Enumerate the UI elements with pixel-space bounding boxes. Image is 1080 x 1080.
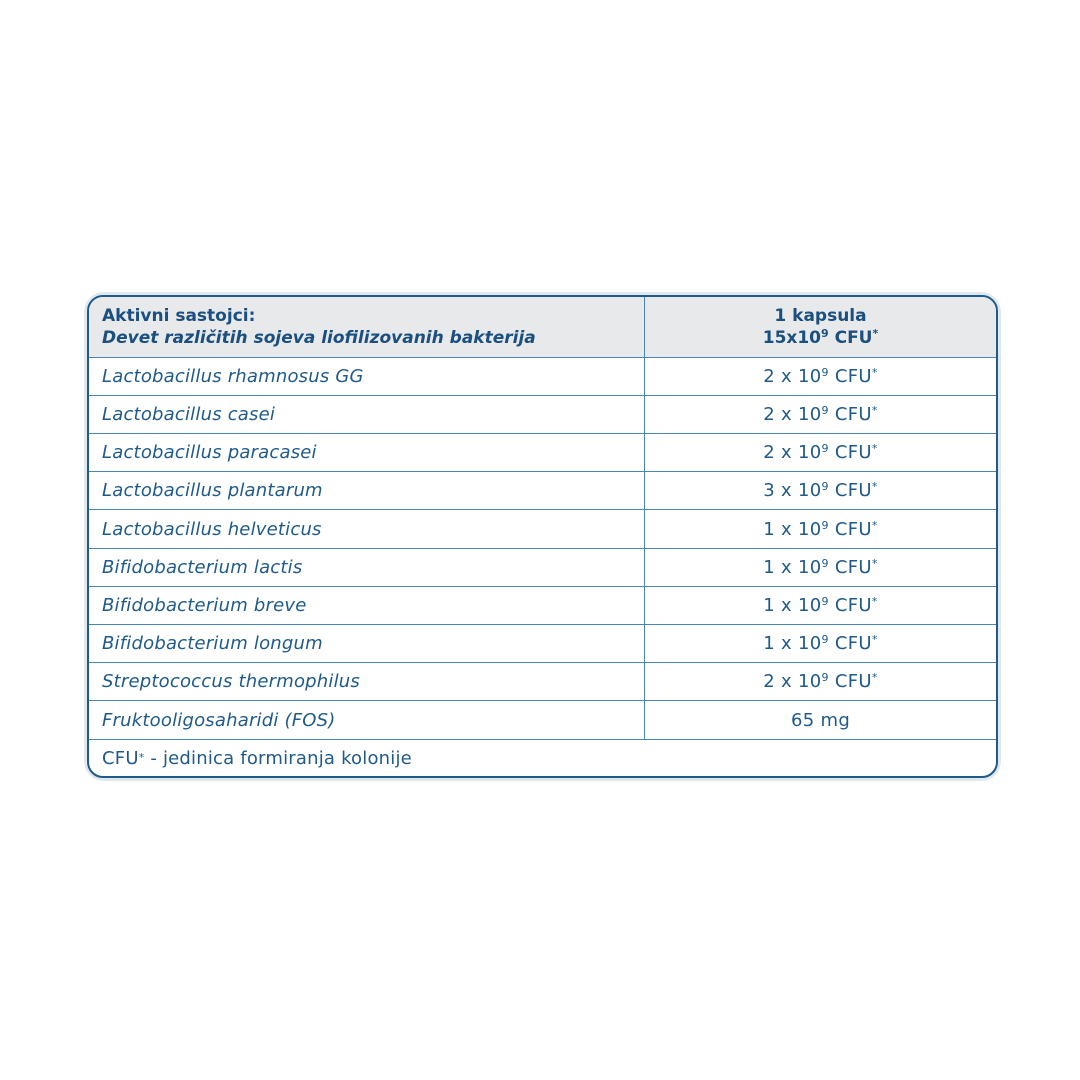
- table-row: [89, 358, 996, 396]
- amount-unit: CFU: [828, 404, 872, 425]
- amount-exponent: 9: [821, 480, 829, 493]
- amount-value: [763, 671, 877, 692]
- amount-asterisk: *: [871, 518, 878, 532]
- table-row: [89, 663, 996, 701]
- amount-asterisk: *: [871, 366, 878, 379]
- ingredient-cell: [89, 358, 645, 395]
- amount-asterisk: *: [871, 633, 878, 646]
- amount-coef: 1 x 10: [763, 557, 822, 578]
- footnote-term: CFU: [102, 747, 139, 769]
- amount-value: [763, 557, 877, 578]
- amount-coef: 1 x 10: [763, 595, 822, 616]
- amount-exponent: 9: [821, 557, 829, 570]
- amount-asterisk: *: [871, 595, 878, 608]
- dose-total-exponent: 9: [821, 327, 829, 340]
- ingredient-name: Lactobacillus rhamnosus GG: [102, 366, 364, 387]
- amount-exponent: 9: [821, 518, 829, 532]
- amount-value: [763, 480, 877, 501]
- amount-coef: 1 x 10: [763, 518, 822, 540]
- table-row: [89, 549, 996, 587]
- amount-exponent: 9: [821, 671, 829, 684]
- table-row: [89, 396, 996, 434]
- header-dose-total: [763, 327, 879, 349]
- amount-value: [763, 633, 877, 654]
- amount-coef: 3 x 10: [763, 480, 822, 501]
- amount-value: [763, 404, 877, 425]
- amount-coef: 2 x 10: [763, 671, 822, 692]
- table-row: [89, 701, 996, 740]
- table-row: [89, 510, 996, 549]
- amount-unit: CFU: [828, 518, 872, 540]
- ingredient-name: Lactobacillus plantarum: [102, 480, 323, 501]
- amount-cell: [645, 396, 996, 433]
- amount-asterisk: *: [871, 671, 878, 684]
- ingredient-cell: [89, 625, 645, 662]
- amount-unit: CFU: [828, 671, 872, 692]
- amount-cell: [645, 510, 996, 548]
- amount-cell: [645, 549, 996, 586]
- ingredient-cell: [89, 434, 645, 471]
- amount-asterisk: *: [871, 480, 878, 493]
- table-row: [89, 587, 996, 625]
- ingredient-cell: [89, 396, 645, 433]
- ingredient-name: Bifidobacterium breve: [102, 595, 307, 616]
- header-ingredients-cell: [89, 297, 645, 357]
- ingredient-name: Bifidobacterium longum: [102, 633, 323, 654]
- amount-cell: [645, 625, 996, 662]
- amount-exponent: 9: [821, 633, 829, 646]
- amount-cell: [645, 472, 996, 509]
- table-row: [89, 434, 996, 472]
- dose-total-unit: CFU: [828, 328, 873, 348]
- ingredient-cell: [89, 663, 645, 700]
- header-title: Aktivni sastojci:: [102, 306, 256, 326]
- amount-value: [763, 442, 877, 463]
- ingredient-cell: [89, 510, 645, 548]
- amount-cell: [645, 358, 996, 395]
- amount-coef: 2 x 10: [763, 404, 822, 425]
- header-subtitle: Devet različitih sojeva liofilizovanih bakterija: [102, 328, 536, 348]
- header-dose-cell: [645, 297, 996, 357]
- amount-coef: 2 x 10: [763, 442, 822, 463]
- ingredient-name: Lactobacillus paracasei: [102, 442, 317, 463]
- amount-exponent: 9: [821, 442, 829, 455]
- amount-value: [763, 595, 877, 616]
- ingredient-name: Bifidobacterium lactis: [102, 557, 303, 578]
- table-footnote: CFU * - jedinica formiranja kolonije: [102, 747, 412, 769]
- amount-unit: CFU: [828, 557, 872, 578]
- ingredient-name: Fruktooligosaharidi (FOS): [102, 709, 336, 731]
- amount-exponent: 9: [821, 404, 829, 417]
- amount-cell: [645, 663, 996, 700]
- amount-unit: CFU: [828, 366, 872, 387]
- amount-unit: CFU: [828, 480, 872, 501]
- ingredient-name: Streptococcus thermophilus: [102, 671, 360, 692]
- amount-exponent: 9: [821, 366, 829, 379]
- amount-asterisk: *: [871, 442, 878, 455]
- amount-cell: [645, 434, 996, 471]
- amount-value: [763, 366, 877, 387]
- amount-value: [763, 519, 877, 540]
- header-dose-label: 1 kapsula: [774, 306, 867, 326]
- dose-total-base: 15x10: [762, 328, 822, 348]
- amount-exponent: 9: [821, 595, 829, 608]
- table-header-row: [89, 297, 996, 358]
- ingredient-cell: [89, 549, 645, 586]
- amount-asterisk: *: [871, 404, 878, 417]
- ingredient-cell: [89, 701, 645, 739]
- table-row: [89, 625, 996, 663]
- amount-unit: CFU: [828, 595, 872, 616]
- amount-coef: 2 x 10: [763, 366, 822, 387]
- amount-unit: CFU: [828, 442, 872, 463]
- amount-cell: [645, 587, 996, 624]
- ingredient-cell: [89, 472, 645, 509]
- ingredients-table: [87, 295, 998, 778]
- dose-total-asterisk: *: [872, 327, 879, 340]
- amount-asterisk: *: [871, 557, 878, 570]
- amount-coef: 1 x 10: [763, 633, 822, 654]
- table-row: [89, 472, 996, 510]
- ingredient-name: Lactobacillus helveticus: [102, 518, 322, 540]
- amount-cell: [645, 701, 996, 739]
- ingredient-name: Lactobacillus casei: [102, 404, 276, 425]
- amount-coef: 65 mg: [790, 709, 851, 731]
- amount-unit: CFU: [828, 633, 872, 654]
- amount-value: [791, 710, 850, 731]
- ingredient-cell: [89, 587, 645, 624]
- footnote-definition: - jedinica formiranja kolonije: [144, 747, 412, 769]
